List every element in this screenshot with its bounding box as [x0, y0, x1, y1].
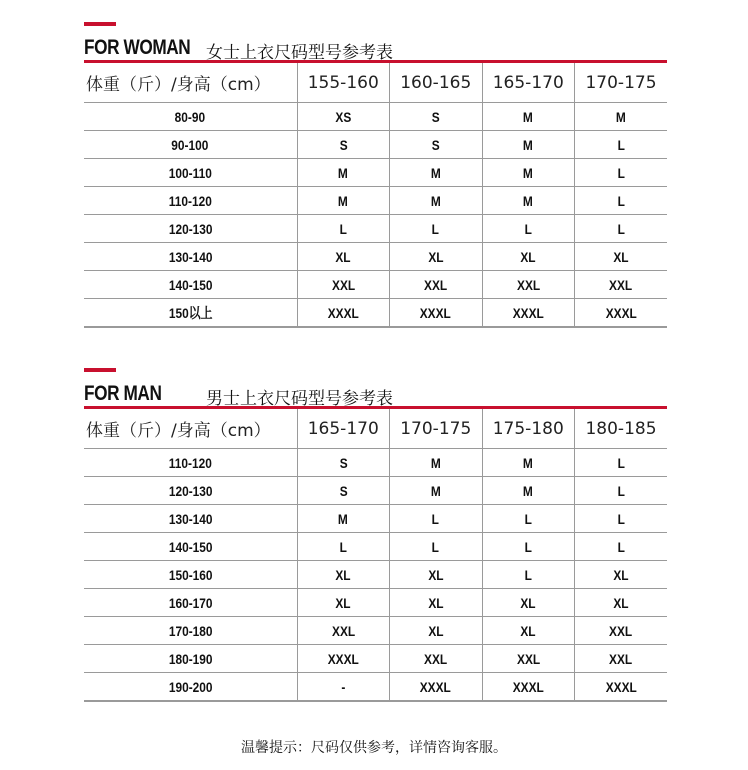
size-label: XL	[520, 622, 536, 639]
weight-range-cell	[84, 243, 297, 271]
size-cell	[482, 505, 575, 533]
size-label: XL	[428, 566, 444, 583]
weight-range-label: 180-190	[168, 650, 213, 667]
size-label: M	[430, 454, 441, 471]
size-cell	[390, 477, 483, 505]
header-height-range: 180-185	[575, 409, 668, 449]
table-row	[84, 271, 667, 299]
size-label: XXL	[331, 622, 355, 639]
size-label: XL	[428, 594, 444, 611]
size-cell	[297, 561, 390, 589]
table-header-row	[84, 409, 667, 449]
table-row	[84, 505, 667, 533]
size-label: XXXL	[605, 678, 637, 695]
size-cell	[575, 617, 668, 645]
table-row	[84, 215, 667, 243]
size-label: XL	[613, 566, 629, 583]
size-label: L	[339, 538, 347, 555]
size-cell	[390, 505, 483, 533]
header-weight-height: 体重（斤）/身高（cm）	[84, 409, 297, 449]
size-label: S	[431, 108, 440, 125]
size-cell	[575, 589, 668, 617]
size-cell	[390, 673, 483, 701]
size-label: L	[617, 164, 625, 181]
weight-range-label: 150-160	[168, 566, 213, 583]
table-row	[84, 449, 667, 477]
size-cell	[482, 617, 575, 645]
size-label: M	[338, 192, 349, 209]
size-label: XXXL	[512, 678, 544, 695]
size-cell	[482, 673, 575, 701]
size-cell	[297, 589, 390, 617]
size-cell	[575, 673, 668, 701]
size-cell	[482, 533, 575, 561]
size-label: M	[523, 108, 534, 125]
size-label: M	[523, 136, 534, 153]
weight-range-label: 100-110	[168, 164, 212, 181]
weight-range-label: 80-90	[175, 108, 206, 125]
size-label: XL	[428, 248, 444, 265]
size-cell	[482, 561, 575, 589]
woman-table-bottom-line	[84, 327, 667, 328]
size-label: S	[339, 482, 348, 499]
size-cell	[390, 645, 483, 673]
size-label: XL	[613, 594, 629, 611]
size-label: XL	[613, 248, 629, 265]
size-label: XL	[428, 622, 444, 639]
size-cell	[575, 159, 668, 187]
size-label: L	[617, 136, 625, 153]
weight-range-cell	[84, 103, 297, 131]
size-cell	[390, 103, 483, 131]
weight-range-label: 110-120	[168, 192, 212, 209]
size-label: L	[339, 220, 347, 237]
size-cell	[575, 505, 668, 533]
man-title-cn: 男士上衣尺码型号参考表	[206, 389, 393, 409]
size-label: L	[524, 220, 532, 237]
weight-range-label: 190-200	[168, 678, 213, 695]
size-cell	[575, 477, 668, 505]
weight-range-cell	[84, 131, 297, 159]
woman-title-en: FOR WOMAN	[84, 36, 191, 59]
header-height-range: 170-175	[575, 63, 668, 103]
size-cell	[390, 589, 483, 617]
size-cell	[482, 645, 575, 673]
size-label: XL	[335, 566, 351, 583]
size-label: XXXL	[420, 304, 452, 321]
size-cell	[575, 187, 668, 215]
size-label: XL	[335, 248, 351, 265]
footer-note: 温馨提示：尺码仅供参考，详情咨询客服。	[241, 740, 507, 756]
weight-range-label: 110-120	[168, 454, 212, 471]
size-cell	[575, 645, 668, 673]
size-label: XXL	[609, 622, 633, 639]
weight-range-cell	[84, 533, 297, 561]
size-label: S	[431, 136, 440, 153]
woman-heading	[84, 26, 667, 63]
size-cell	[390, 299, 483, 327]
header-height-range: 165-170	[297, 409, 390, 449]
size-label: S	[339, 136, 348, 153]
size-label: L	[432, 538, 440, 555]
woman-title-cn: 女士上衣尺码型号参考表	[206, 43, 393, 63]
table-row	[84, 645, 667, 673]
table-row	[84, 103, 667, 131]
header-weight-height: 体重（斤）/身高（cm）	[84, 63, 297, 103]
size-cell	[297, 673, 390, 701]
size-label: L	[617, 454, 625, 471]
size-cell	[575, 131, 668, 159]
table-row	[84, 477, 667, 505]
size-cell	[390, 243, 483, 271]
man-heading	[84, 372, 667, 409]
header-height-range: 160-165	[390, 63, 483, 103]
size-cell	[575, 533, 668, 561]
size-label: XXL	[516, 276, 540, 293]
size-label: XXL	[424, 276, 448, 293]
size-cell	[297, 477, 390, 505]
size-cell	[482, 215, 575, 243]
size-cell	[297, 215, 390, 243]
size-label: L	[617, 220, 625, 237]
size-cell	[297, 533, 390, 561]
size-label: M	[523, 192, 534, 209]
weight-range-label: 130-140	[168, 248, 213, 265]
size-label: M	[523, 482, 534, 499]
size-cell	[297, 645, 390, 673]
size-cell	[482, 449, 575, 477]
size-cell	[482, 159, 575, 187]
table-row	[84, 589, 667, 617]
size-label: M	[430, 192, 441, 209]
table-row	[84, 131, 667, 159]
size-cell	[297, 187, 390, 215]
size-cell	[390, 159, 483, 187]
size-label: S	[339, 454, 348, 471]
size-label: XXXL	[327, 650, 359, 667]
weight-range-label: 130-140	[168, 510, 213, 527]
size-label: L	[617, 192, 625, 209]
size-cell	[575, 243, 668, 271]
size-label: XXXL	[420, 678, 452, 695]
size-cell	[297, 159, 390, 187]
weight-range-label: 140-150	[168, 538, 213, 555]
size-cell	[390, 617, 483, 645]
weight-range-cell	[84, 561, 297, 589]
size-label: XXL	[424, 650, 448, 667]
size-cell	[297, 505, 390, 533]
table-row	[84, 299, 667, 327]
size-cell	[297, 299, 390, 327]
size-cell	[297, 131, 390, 159]
size-label: XL	[520, 594, 536, 611]
weight-range-cell	[84, 187, 297, 215]
weight-range-cell	[84, 505, 297, 533]
size-cell	[297, 103, 390, 131]
size-label: L	[432, 510, 440, 527]
table-row	[84, 187, 667, 215]
size-label: L	[524, 510, 532, 527]
size-label: XXL	[331, 276, 355, 293]
size-cell	[390, 187, 483, 215]
weight-range-label: 140-150	[168, 276, 213, 293]
weight-range-label: 120-130	[168, 482, 213, 499]
table-row	[84, 159, 667, 187]
table-row	[84, 617, 667, 645]
weight-range-cell	[84, 159, 297, 187]
header-height-range: 170-175	[390, 409, 483, 449]
man-table-bottom-line	[84, 701, 667, 702]
size-label: L	[617, 482, 625, 499]
size-label: -	[341, 678, 346, 695]
size-cell	[390, 449, 483, 477]
weight-range-cell	[84, 449, 297, 477]
size-cell	[390, 561, 483, 589]
header-height-range: 155-160	[297, 63, 390, 103]
size-label: XXL	[609, 650, 633, 667]
size-cell	[482, 299, 575, 327]
size-cell	[482, 103, 575, 131]
weight-range-label: 150以上	[168, 304, 213, 321]
size-cell	[297, 243, 390, 271]
table-row	[84, 243, 667, 271]
size-label: M	[616, 108, 626, 125]
size-label: L	[617, 510, 625, 527]
weight-range-cell	[84, 589, 297, 617]
weight-range-label: 90-100	[171, 136, 209, 153]
size-cell	[390, 131, 483, 159]
table-row	[84, 561, 667, 589]
size-cell	[297, 617, 390, 645]
size-label: M	[338, 164, 349, 181]
size-label: L	[617, 538, 625, 555]
table-row	[84, 533, 667, 561]
size-label: XL	[520, 248, 536, 265]
size-cell	[482, 131, 575, 159]
size-cell	[482, 271, 575, 299]
man-title-en: FOR MAN	[84, 382, 162, 405]
size-cell	[575, 271, 668, 299]
weight-range-cell	[84, 477, 297, 505]
size-label: XXXL	[512, 304, 544, 321]
man-size-section	[84, 368, 667, 702]
size-cell	[575, 215, 668, 243]
woman-size-section	[84, 22, 667, 328]
size-label: M	[523, 454, 534, 471]
size-cell	[297, 449, 390, 477]
table-row	[84, 673, 667, 701]
size-label: L	[524, 566, 532, 583]
size-label: M	[523, 164, 534, 181]
size-label: XXXL	[605, 304, 637, 321]
weight-range-cell	[84, 645, 297, 673]
weight-range-cell	[84, 617, 297, 645]
woman-size-table	[84, 63, 667, 327]
size-cell	[575, 299, 668, 327]
header-height-range: 165-170	[482, 63, 575, 103]
size-cell	[482, 589, 575, 617]
size-label: XXXL	[327, 304, 359, 321]
header-height-range: 175-180	[482, 409, 575, 449]
size-label: M	[430, 164, 441, 181]
weight-range-cell	[84, 299, 297, 327]
weight-range-cell	[84, 673, 297, 701]
size-cell	[297, 271, 390, 299]
table-header-row	[84, 63, 667, 103]
weight-range-label: 120-130	[168, 220, 213, 237]
size-cell	[575, 103, 668, 131]
size-cell	[482, 187, 575, 215]
weight-range-cell	[84, 215, 297, 243]
size-label: XS	[335, 108, 352, 125]
size-label: XL	[335, 594, 351, 611]
size-cell	[575, 561, 668, 589]
size-label: XXL	[609, 276, 633, 293]
size-label: XXL	[516, 650, 540, 667]
size-cell	[482, 243, 575, 271]
man-size-table	[84, 409, 667, 701]
size-cell	[575, 449, 668, 477]
weight-range-cell	[84, 271, 297, 299]
size-cell	[390, 215, 483, 243]
size-cell	[390, 533, 483, 561]
size-label: M	[430, 482, 441, 499]
weight-range-label: 160-170	[168, 594, 213, 611]
size-label: L	[432, 220, 440, 237]
weight-range-label: 170-180	[168, 622, 213, 639]
size-label: M	[338, 510, 349, 527]
size-label: L	[524, 538, 532, 555]
size-cell	[390, 271, 483, 299]
size-cell	[482, 477, 575, 505]
